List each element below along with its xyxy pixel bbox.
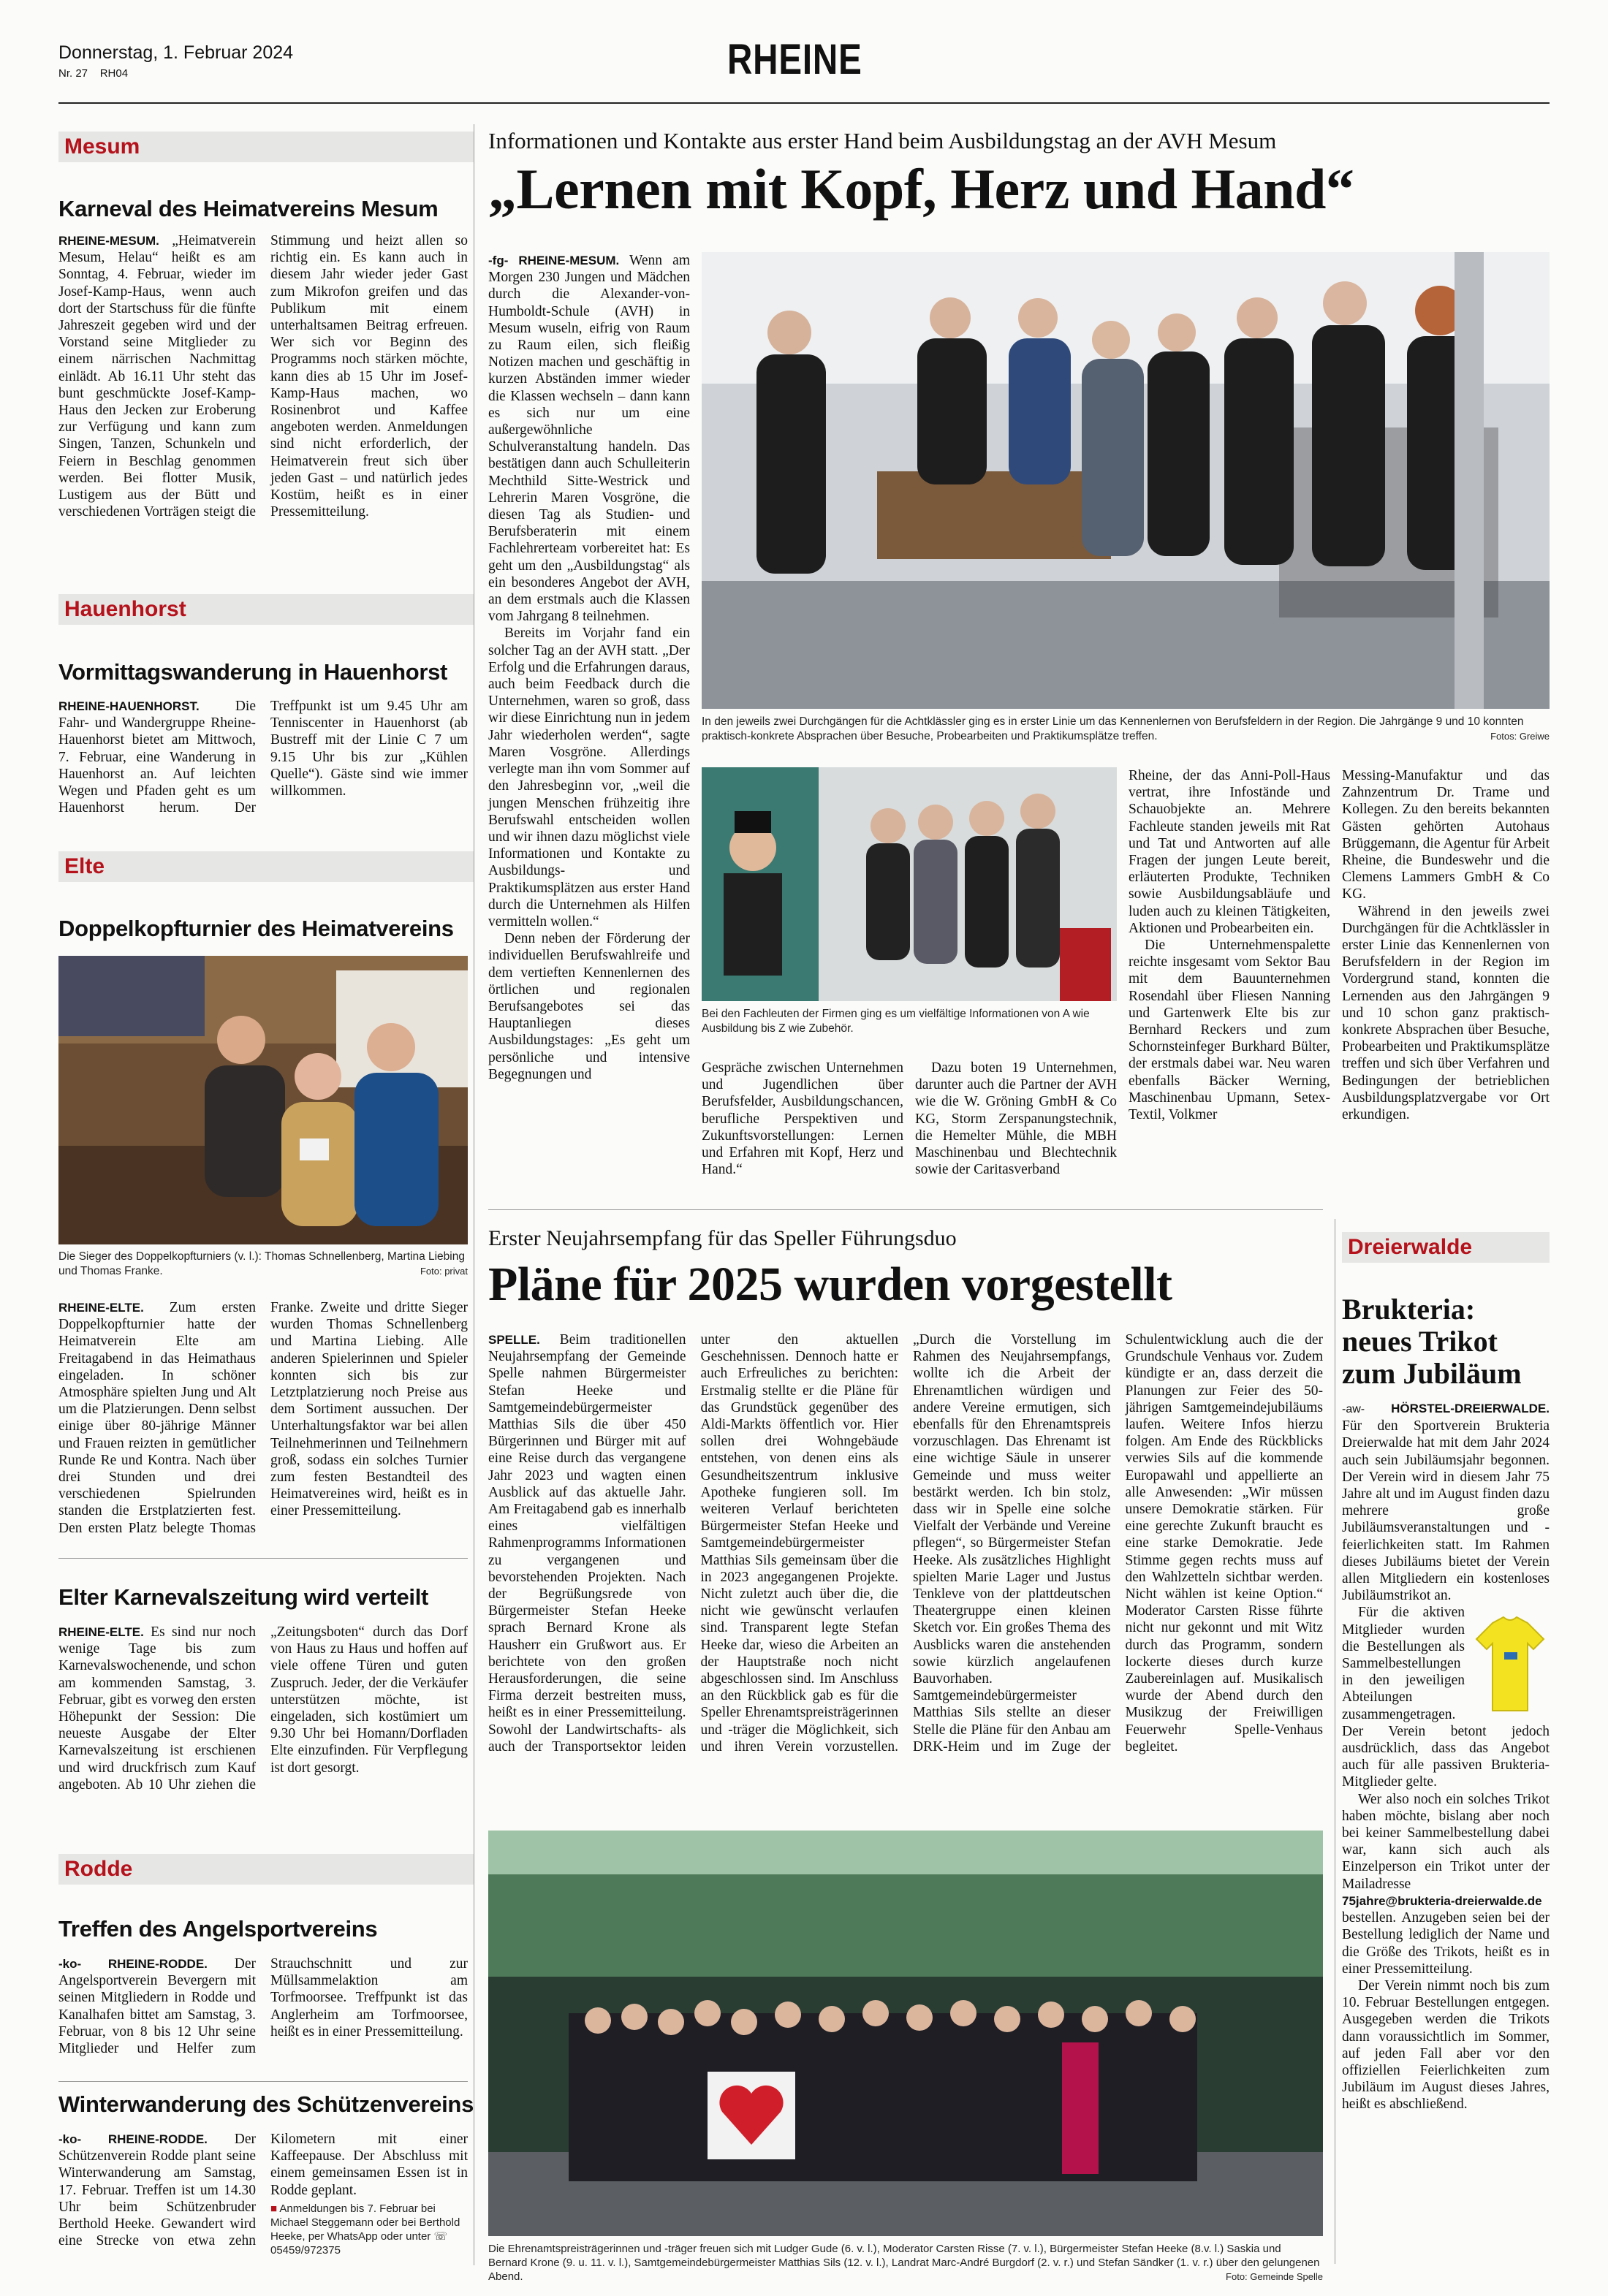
kicker-rodde: Rodde bbox=[58, 1854, 474, 1885]
main-title: „Lernen mit Kopf, Herz und Hand“ bbox=[488, 157, 1354, 221]
karneval-elte-lead: RHEINE-ELTE. bbox=[58, 1625, 144, 1639]
main-col2b-text: Gespräche zwischen Unternehmen und Jugendlichen über Berufsfelder, Ausbildungschancen, berufliche Perspektiven und Zukunftsvorstellungen: Lernen und Erfahren mit Kopf, Herz und Hand.“ bbox=[702, 1060, 903, 1178]
dreierwalde-body5: Der Verein nimmt noch bis zum 10. Februar Bestellungen entgegen. Ausgegeben werden die Trikots dann voraussichtlich im Sommer, auf jeden Fall aber vor den offiziellen Feierlichkeiten zum Jubiläum im August dieses Jahres, heißt es abschließend. bbox=[1342, 1977, 1550, 2113]
karneval-elte-article bbox=[58, 1624, 468, 1828]
rodde-body: Der Angelsportverein Bevergern mit seinen Mitgliedern in Rodde und Kanalhafen bittet am Samstag, 3. Februar, von 8 bis 12 Uhr seine Mitglieder und Helfer zum Strauchschnitt und zur Müllsammelaktion am Torfmoorsee. Treffpunkt ist das Anglerheim am Torfmoorsee, heißt es in einer Pressemitteilung. bbox=[58, 1956, 468, 2057]
main-lead: -fg- RHEINE-MESUM. bbox=[488, 254, 620, 267]
spelle-photo-image bbox=[488, 1831, 1323, 2236]
schuetzen-title: Winterwanderung des Schützenvereins bbox=[58, 2091, 474, 2117]
main-col3 bbox=[915, 1060, 1117, 1178]
dreierwalde-article bbox=[1342, 1400, 1550, 2113]
elte-title: Doppelkopfturnier des Heimatvereins bbox=[58, 916, 454, 941]
hauenhorst-body: Die Fahr- und Wandergruppe Rheine-Hauenhorst bietet am Mittwoch, 7. Februar, eine Wanderung in Hauenhorst an. Auf leichten Wegen und Pfaden geht es um Hauenhorst herum. Der Treffpunkt ist um 9.45 Uhr am Tenniscenter in Hauenhorst (ab Bustreff mit der Linie C 7 um 9.15 Uhr bis zur „Kühlen Quelle“). Gäste sind wie immer willkommen. bbox=[58, 699, 468, 816]
dreierwalde-byline: -aw- bbox=[1342, 1403, 1365, 1415]
dreierwalde-body4: bestellen. Anzugeben seien bei der Bestellung lediglich der Name und die Größe des Trikots, heißt es in einer Pressemitteilung. bbox=[1342, 1910, 1550, 1977]
elte-photo-image bbox=[58, 956, 468, 1244]
spelle-photo bbox=[488, 1831, 1323, 2236]
kicker-dreierwalde: Dreierwalde bbox=[1342, 1232, 1550, 1263]
hauenhorst-article bbox=[58, 698, 468, 837]
kicker-hauenhorst: Hauenhorst bbox=[58, 594, 474, 625]
main-photo-2 bbox=[702, 767, 1117, 1001]
rodde-lead: -ko- RHEINE-RODDE. bbox=[58, 1957, 208, 1971]
spelle-title: Pläne für 2025 wurden vorgestellt bbox=[488, 1258, 1172, 1311]
karneval-elte-title: Elter Karnevalszeitung wird verteilt bbox=[58, 1584, 429, 1610]
main-col3a-text: Rheine, der das Anni-Poll-Haus vertrat, ihre Infostände und Schauobjekte an. Mehrere Fachleute standen jeweils mit Rat und Tat und Antworten auf alle Fragen der jungen Leute bereit, erläuterten Produkte, Techniken sowie Ausbildungsabläufe und luden auch zu kleinen Tätigkeiten, Aktionen und Probearbeiten ein. bbox=[1129, 768, 1330, 936]
mesum-body: „Heimatverein Mesum, Helau“ heißt es am Sonntag, 4. Februar, wieder im Josef-Kamp-Haus, wenn auch dort der Startschuss für die fünfte Jahreszeit gegeben wird und der Vorstand seine Mitglieder zu einem närrischen Nachmittag einlädt. Ab 16.11 Uhr steht das bunt geschmückte Josef-Kamp-Haus den Jecken zur Eroberung zur Verfügung und kann zum Singen, Tanzen, Schunkeln und Feiern in Beschlag genommen werden. Bei flotter Musik, Lustigem aus der Bütt und verschiedenen Vorträgen steigt die Stimmung und heizt allen so richtig ein. Es kann auch in diesem Jahr wieder jeder Gast zum Mikrofon greifen und das Publikum mit einem unterhaltsamen Beitrag erfreuen. Wer sich vor Beginn des Programms noch stärken möchte, kann dies ab 15 Uhr im Josef-Kamp-Haus machen, wo Rosinenbrot und Kaffee angeboten werden. Anmeldungen sind nicht erforderlich, der Heimatverein freut sich über jeden Gast – und natürlich jedes Kostüm, heißt es in einer Pressemitteilung. bbox=[58, 233, 468, 520]
spelle-kicker: Erster Neujahrsempfang für das Speller Führungsduo bbox=[488, 1226, 957, 1250]
elte-caption bbox=[58, 1250, 468, 1279]
mesum-article bbox=[58, 232, 468, 569]
main-kicker: Informationen und Kontakte aus erster Hand beim Ausbildungstag an der AVH Mesum bbox=[488, 128, 1277, 153]
main-col4b-text: Während in den jeweils zwei Durchgängen für die Achtklässler in erster Linie das Kennenlernen von Berufsfeldern in der Region im Vordergrund stand, konnten die Lernenden aus den Jahrgängen 9 und 10 schon ganz praktisch-konkrete Absprachen über Besuche, Probearbeiten und Praktikumsplätze treffen und sich über Verfahren und Bedingungen der betrieblichen Ausbildungsplatzvergabe vor Ort erkundigen. bbox=[1342, 903, 1550, 1123]
dreierwalde-title: Brukteria: neues Trikot zum Jubiläum bbox=[1342, 1293, 1522, 1390]
mesum-lead: RHEINE-MESUM. bbox=[58, 234, 159, 248]
trikot-image bbox=[1471, 1608, 1550, 1718]
main-photo-image bbox=[702, 252, 1550, 709]
section-title: RHEINE bbox=[727, 36, 862, 83]
dreierwalde-body3: Wer also noch ein solches Trikot haben möchte, bislang aber noch bei keiner Sammelbestellung dabei war, kann sich auch als Einzelperson ein Trikot unter der Mailadresse bbox=[1342, 1791, 1550, 1892]
dreierwalde-body2: Für die aktiven Mitglieder wurden die Bestellungen als Sammelbestellungen in den jeweiligen Abteilungen zusammengetragen. Der Verein betont jedoch ausdrücklich, dass das Angebot auch für alle passiven Brukteria-Mitglieder gelte. bbox=[1342, 1605, 1550, 1790]
main-photo-credit: Fotos: Greiwe bbox=[1490, 731, 1550, 742]
spelle-photo-credit: Foto: Gemeinde Spelle bbox=[1226, 2271, 1323, 2282]
dreierwalde-mail-2[interactable]: @brukteria-dreierwalde.de bbox=[1385, 1893, 1542, 1908]
main-col4a-text: Messing-Manufaktur und das Zahnzentrum Dr. Trame und Kollegen. Zu den bereits bekannten Gästen gehörten Autohaus Brüggemann, die Agentur für Arbeit Rheine, die Bundeswehr und die Clemens Lammers GmbH & Co KG. bbox=[1342, 768, 1550, 902]
schuetzen-body: Der Schützenverein Rodde plant seine Winterwanderung am Samstag, 17. Februar. Treffen ist um 14.30 Uhr beim Schützenbruder Berthold Heeke. Gewandert wird eine Strecke von etwa zehn Kilometern mit einer Kaffeepause. Der Abschluss mit einem gemeinsamen Essen ist in Rodde geplant. bbox=[58, 2132, 468, 2249]
hauenhorst-lead: RHEINE-HAUENHORST. bbox=[58, 699, 200, 713]
main-photo bbox=[702, 252, 1550, 709]
main-photo-2-caption: Bei den Fachleuten der Firmen ging es um vielfältige Informationen von A wie Ausbildung bis Z wie Zubehör. bbox=[702, 1008, 1090, 1035]
kicker-mesum: Mesum bbox=[58, 132, 474, 162]
spelle-body: Beim traditionellen Neujahrsempfang der Gemeinde Spelle nahmen Bürgermeister Stefan Heeke und Samtgemeindebürgermeister Matthias Sils die über 450 Bürgerinnen und Bürger mit auf eine Reise durch das vergangene Jahr 2023 und wagten einen Ausblick auf das aktuelle Jahr. Am Freitagabend gab es innerhalb eines vielfältigen Rahmenprogramms Informationen zu vergangenen und bevorstehenden Projekten. Nach der Begrüßungsrede von Bürgermeister Stefan Heeke sprach Bernard Krone als Hausherr ein Grußwort aus. Er berichtete von den großen Herausforderungen, die seine Firma derzeit bestreiten muss, heißt es in einer Pressemitteilung. Sowohl der Landwirtschafts- als auch der Transportsektor leiden unter den aktuellen Geschehnissen. Dennoch hatte er auch Erfreuliches zu berichten: Erstmalig stellte er die Pläne für das Grundstück gegenüber des Aldi-Markts öffentlich vor. Hier sollen drei Wohngebäude entstehen, von denen eins als Gesundheitszentrum inklusive Apotheke fungieren soll. Im weiteren Verlauf berichteten Bürgermeister Stefan Heeke und Samtgemeindebürgermeister Matthias Sils gemeinsam über die in 2023 angegangenen Projekte. Nicht zuletzt auch über die, die nicht wie gewünscht verlaufen sind. Transparent legte Stefan Heeke dar, wieso die Arbeiten an der Hauptstraße noch nicht abgeschlossen sind. Im Anschluss an den Rückblick gab es für die Speller Ehrenamtspreisträgerinnen und -träger die Möglichkeit, sich und ihren Verein vorzustellen. „Durch die Vorstellung im Rahmen des Neujahrsempfangs, wollte ich die Arbeit der Ehrenamtlichen würdigen und andere Vereine ermutigen, sich ebenfalls für den Ehrenamtspreis vorzuschlagen. Das Ehrenamt ist eine wichtige Säule in unserer Gemeinde und muss weiter bestärkt werden. Ich bin stolz, dass wir in Spelle eine solche Vielfalt der Verbände und Vereine pflegen“, so Bürgermeister Stefan Heeke. Als zusätzliches Highlight spielten Marie Lager und Justus Tenkleve von der plattdeutschen Theatergruppe einen kleinen Sketch vor. Ein großes Thema des Ausblicks waren die anstehenden sowie kürzlich angelaufenen Bauvorhaben. Samtgemeindebürgermeister Matthias Sils stellte an dieser Stelle die Pläne für den Anbau am DRK-Heim und im Zuge der Schulentwicklung auch die der Grundschule Venhaus vor. Zudem kündigte er an, dass derzeit die Planungen zur Feier des 50-jährigen Samtgemeindejubiläums laufen. Weitere Infos hierzu folgen. Am Ende des Rückblicks verwies Sils auf die kommende Europawahl und appellierte an alle Anwesenden: „Wir müssen unsere Demokratie stärken. Für eine gerechte Zukunft braucht es eine starke Demokratie. Jede Stimme gegen rechts muss auf den Wahlzetteln sichtbar werden. Nicht wählen ist keine Option.“ Moderator Carsten Risse führte nicht nur gekonnt und mit Witz durch das Programm, sondern lockerte dieses durch kurze Zaubereinlagen auf. Musikalisch wurde der Abend durch den Musikzug der Freiwilligen Feuerwehr Spelle-Venhaus begleitet. bbox=[488, 1332, 1323, 1755]
dreierwalde-lead: HÖRSTEL-DREIERWALDE. bbox=[1391, 1402, 1550, 1415]
main-col3c-text: Dazu boten 19 Unternehmen, darunter auch die Partner der AVH wie die W. Gröning GmbH & Co KG, Storm Zerspanungstechnik, die Hemelter Mühle, die MBH Maschinenbau und Blechtechnik sowie der Caritasverband bbox=[915, 1060, 1117, 1178]
rodde-article bbox=[58, 1955, 468, 2076]
header-date: Donnerstag, 1. Februar 2024 bbox=[58, 42, 294, 63]
elte-photo-credit: Foto: privat bbox=[420, 1266, 468, 1277]
main-col3b-text: Die Unternehmenspalette reichte insgesamt vom Sektor Bau mit dem Bauunternehmen Rosendahl über Fliesen Nanning und Gartenwerk Elte bis zur Bernhard Reckers und zum Schornsteinfeger Burkhard Bülter, der erstmals dabei war. Neu waren ebenfalls Bäcker Werning, Maschinenbau Upmann, Setex-Textil, Volkmer bbox=[1129, 938, 1330, 1123]
elte-caption-text: Die Sieger des Doppelkopfturniers (v. l.): Thomas Schnellenberg, Martina Liebing und Thomas Franke. bbox=[58, 1250, 465, 1277]
spelle-lead: SPELLE. bbox=[488, 1333, 540, 1347]
main-col1 bbox=[488, 252, 690, 1195]
main-photo-2-image bbox=[702, 767, 1117, 1001]
mesum-title: Karneval des Heimatvereins Mesum bbox=[58, 196, 439, 221]
spelle-caption-text: Die Ehrenamtspreisträgerinnen und -träger freuen sich mit Ludger Gude (6. v. l.), Moderator Carsten Risse (7. v. l.), Bürgermeister Stefan Heeke (8.v. l.) Saskia und Bernard Krone (9. u. 11. v. l.), Samtgemeindebürgermeister Matthias Sils (12. v. l.), Landrat Marc-André Burgdorf (2. v. r.) und Stefan Sändker (1. v. r.) über den gelungenen Abend. bbox=[488, 2243, 1320, 2283]
header-issue bbox=[58, 67, 128, 80]
schuetzen-lead: -ko- RHEINE-RODDE. bbox=[58, 2132, 208, 2146]
elte-photo bbox=[58, 956, 468, 1244]
schuetzen-article: -ko- RHEINE-RODDE. Der Schützenverein Rodde plant seine Winterwanderung am Samstag, 17. Februar. Treffen ist um 14.30 Uhr beim Schützenbruder Berthold Heeke. Gewandert wird eine Strecke von etwa zehn Kilometern mit einer Kaffeepause. Der Abschluss mit einem gemeinsamen Essen ist in Rodde geplant. ■ Anmeldungen bis 7. Februar bei Michael Steggemann oder bei Berthold Heeke, per WhatsApp oder unter ☏ 05459/972375 bbox=[58, 2132, 468, 2257]
main-col2b bbox=[702, 1060, 903, 1178]
main-col3-top bbox=[1129, 767, 1330, 1123]
main-photo-caption-text: In den jeweils zwei Durchgängen für die Achtklässler ging es in erster Linie um das Kennenlernen von Berufsfeldern in der Region. Die Jahrgänge 9 und 10 konnten praktisch-konkrete Absprachen über Besuche, Probearbeiten und Praktikumsplätze treffen. bbox=[702, 715, 1524, 742]
main-col1-text: Wenn am Morgen 230 Jungen und Mädchen durch die Alexander-von-Humboldt-Schule (AVH) in Mesum wuseln, eifrig von Raum zu Raum eilen, sich fleißig Notizen machen und geschäftig in kurzen Abständen immer wieder die Klassen wechseln – dann kann es sich nur um eine außergewöhnliche Schulveranstaltung handeln. Das bestätigen dann auch Schulleiterin Mechthild Sitte-Westrick und Lehrerin Maren Vosgröne, die diesen Tag als Studien- und Berufsberaterin mit einem Fachlehrerteam vorbereitet hat: Es geht um den „Ausbildungstag“ als ein besonderes Angebot der AVH, an dem erstmals auch die Klassen vom Jahrgang 8 teilnehmen. bbox=[488, 253, 691, 625]
main-photo-caption bbox=[702, 715, 1550, 744]
kicker-elte: Elte bbox=[58, 851, 474, 882]
dreierwalde-body1: Für den Sportverein Brukteria Dreierwalde hat mit dem Jahr 2024 auch sein Jubiläumsjahr begonnen. Der Verein wird in diesem Jahr 75 Jahre alt und im August finden dazu mehrere große Jubiläumsveranstaltungen und -feierlichkeiten statt. Im Rahmen dieses Jubiläums bietet der Verein allen Mitgliedern ein kostenloses Jubiläumstrikot an. bbox=[1342, 1418, 1550, 1604]
rodde-title: Treffen des Angelsportvereins bbox=[58, 1916, 378, 1942]
hauenhorst-title: Vormittagswanderung in Hauenhorst bbox=[58, 659, 448, 685]
issue-code: RH04 bbox=[99, 67, 129, 80]
elte-body: Zum ersten Doppelkopfturnier hatte der Heimatverein Elte am Freitagabend in das Heimathaus eingeladen. In schöner Atmosphäre spielten Jung und Alt um die Platzierungen. Denn selbst einige über 80-jährige Männer und Frauen reizten in gemütlicher Runde Re und Kontra. Nach über drei Stunden und drei verschiedenen Spielrunden standen die Erstplatzierten fest. Den ersten Platz belegte Thomas Franke. Zweite und dritte Sieger wurden Thomas Schnellenberg und Martina Liebing. Alle anderen Spielerinnen und Spieler konnten sich bis zur Letztplatzierung noch Preise aus dem Sortiment aussuchen. Der Unterhaltungsfaktor war bei allen Teilnehmerinnen und Teilnehmern groß, sodass ein solches Turnier zum festen Bestandteil des Heimatvereines wird, heißt es in einer Pressemitteilung. bbox=[58, 1300, 468, 1536]
main-col1b-text: Bereits im Vorjahr fand ein solcher Tag an der AVH statt. „Der Erfolg und die Erfahrungen daraus, auch beim Feedback durch die Unternehmen, waren so groß, dass wir diese Einrichtung nun in jedem Jahr wiederholen werden“, sagte Maren Vosgröne. Allerdings verlegte man ihn vom Sommer auf den Jahresbeginn vor, „weil die jungen Menschen frühzeitig ihre Berufswahl entscheiden wollen und wir ihnen dazu möglichst viele Informationen und Kontakte zu Ausbildungs- und Praktikumsplätzen aus erster Hand durch die Unternehmen als Hilfen vermitteln wollen.“ bbox=[488, 626, 690, 930]
spelle-caption bbox=[488, 2242, 1323, 2284]
shirt-icon bbox=[1471, 1608, 1550, 1718]
main-col1c-text: Denn neben der Förderung der individuellen Berufswahlreife und dem vertieften Kennenlernen des örtlichen und regionalen Berufsangebotes sei das Hauptanliegen dieses Ausbildungstages: „Es geht um persönliche und intensive Begegnungen und bbox=[488, 931, 690, 1082]
issue-number: Nr. 27 bbox=[58, 67, 88, 80]
elte-lead: RHEINE-ELTE. bbox=[58, 1301, 144, 1315]
main-col4 bbox=[1342, 767, 1550, 1123]
elte-article bbox=[58, 1299, 468, 1544]
spelle-article bbox=[488, 1331, 1323, 1814]
schuetzen-note: Anmeldungen bis 7. Februar bei Michael Steggemann oder bei Berthold Heeke, per WhatsApp oder unter ☏ 05459/972375 bbox=[270, 2202, 460, 2257]
dreierwalde-mail-1[interactable]: 75jahre bbox=[1342, 1893, 1386, 1908]
karneval-elte-body: Es sind nur noch wenige Tage bis zum Karnevalswochenende, und schon am kommenden Samstag, 3. Februar, gibt es vorweg den ersten Höhepunkt der Session: Die neueste Ausgabe der Elter Karnevalszeitung ist erschienen und wird druckfrisch zum Kauf angeboten. Ab 10 Uhr ziehen die „Zeitungsboten“ durch das Dorf von Haus zu Haus und hoffen auf viele offene Türen und guten Zuspruch. Jeder, der die Verkäufer unterstützen möchte, ist eingeladen, sich kostümiert um 9.30 Uhr bei Homann/Dorfladen Elte einzufinden. Für Verpflegung ist dort gesorgt. bbox=[58, 1624, 468, 1793]
